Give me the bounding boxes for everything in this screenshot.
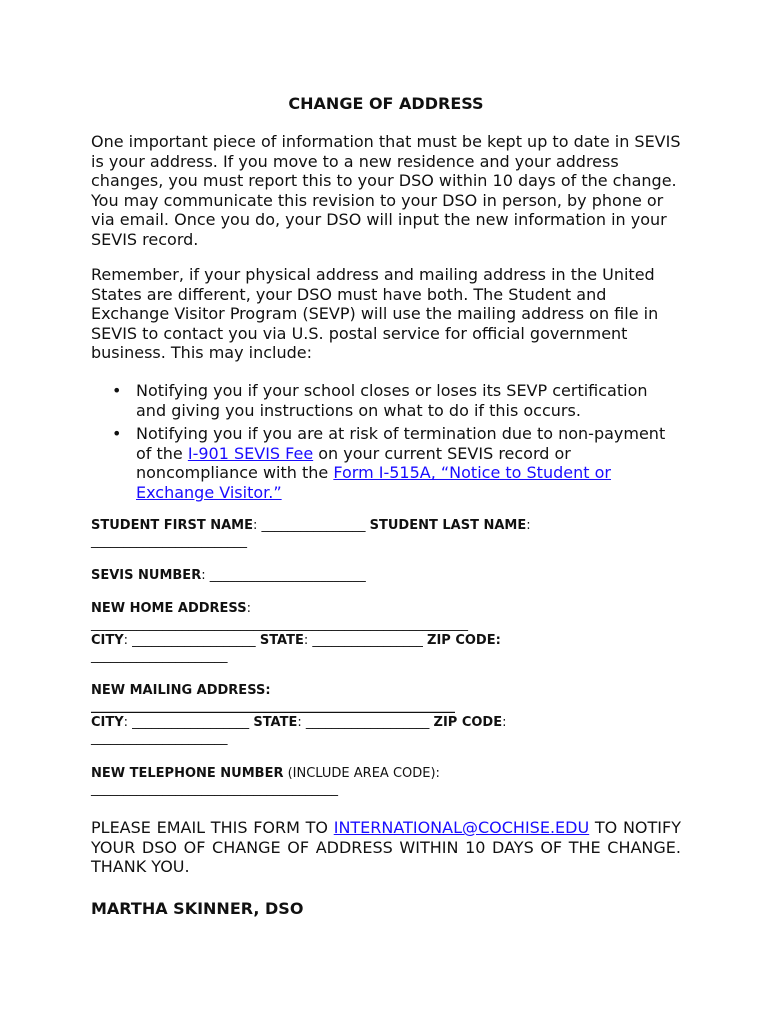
last-name-blank[interactable]: ________________________: [91, 534, 247, 549]
sevis-number-row: [91, 568, 681, 584]
telephone-block: [91, 766, 681, 798]
city-label: CITY: [91, 715, 124, 730]
bullet-text: Notifying you if you are at risk of termination due to non-payment of the: [136, 424, 666, 463]
home-address-colon: :: [246, 601, 251, 616]
closing-text: TO NOTIFY YOUR DSO OF CHANGE OF ADDRESS WITHIN 10 DAYS OF THE CHANGE. THANK YOU.: [91, 818, 681, 877]
i901-sevis-fee-link[interactable]: I-901 SEVIS Fee: [187, 443, 314, 463]
student-name-row: [91, 518, 681, 550]
state-label: STATE: [259, 633, 304, 648]
first-name-blank[interactable]: : ________________: [252, 518, 370, 533]
zip-code-blank[interactable]: _____________________: [91, 731, 228, 746]
state-blank[interactable]: : _________________: [303, 633, 428, 648]
zip-code-label: ZIP CODE:: [427, 633, 501, 648]
mailing-address-block: [91, 683, 681, 747]
mailing-address-label: NEW MAILING ADDRESS:: [91, 683, 271, 698]
list-item: [91, 381, 681, 420]
bullet-text: on your current SEVIS record or noncompliance with the: [136, 443, 571, 483]
zip-code-blank[interactable]: _____________________: [91, 649, 228, 664]
closing-text: PLEASE EMAIL THIS FORM TO: [91, 818, 334, 837]
last-name-label: STUDENT LAST NAME: [369, 518, 527, 533]
city-blank[interactable]: : __________________: [123, 715, 254, 730]
state-label: STATE: [253, 715, 298, 730]
page-title: CHANGE OF ADDRESS: [288, 94, 484, 113]
mailing-paragraph: Remember, if your physical address and mailing address in the United States are different, your DSO must have both. The Student and Exchange Visitor Program (SEVP) will use the mailing address on file in SEVIS to contact you via U.S. postal service for official government business. This may include:: [91, 265, 659, 363]
bullet-text: Notifying you if your school closes or loses its SEVP certification and giving you instructions on what to do if this occurs.: [136, 381, 648, 420]
first-name-label: STUDENT FIRST NAME: [91, 518, 253, 533]
telephone-label: NEW TELEPHONE NUMBER: [91, 766, 284, 781]
home-address-block: [91, 601, 681, 665]
signature: MARTHA SKINNER, DSO: [91, 899, 304, 918]
sevis-number-blank[interactable]: : ________________________: [201, 568, 366, 583]
mailing-address-blank[interactable]: ________________________________________________________: [91, 699, 455, 714]
telephone-blank[interactable]: ______________________________________: [91, 782, 338, 797]
sevis-number-label: SEVIS NUMBER: [91, 568, 202, 583]
telephone-note: (INCLUDE AREA CODE):: [283, 766, 440, 781]
city-blank[interactable]: : ___________________: [123, 633, 260, 648]
bullet-icon: •: [112, 424, 122, 444]
zip-code-colon: :: [502, 715, 507, 730]
email-link[interactable]: INTERNATIONAL@COCHISE.EDU: [333, 818, 590, 837]
zip-code-label: ZIP CODE: [433, 715, 503, 730]
home-address-label: NEW HOME ADDRESS: [91, 601, 247, 616]
closing-instructions: [91, 818, 681, 877]
state-blank[interactable]: : ___________________: [297, 715, 434, 730]
intro-paragraph: One important piece of information that must be kept up to date in SEVIS is your address. If you move to a new residence and your address changes, you must report this to your DSO within 10 days of the change. You may communicate this revision to your DSO in person, by phone or via email. Once you do, your DSO will input the new information in your SEVIS record.: [91, 132, 681, 249]
bullet-icon: •: [112, 381, 122, 400]
city-label: CITY: [91, 633, 124, 648]
home-address-blank[interactable]: __________________________________________________________: [91, 617, 468, 632]
bullet-list: [91, 381, 681, 507]
form-i515a-link[interactable]: Form I-515A, “Notice to Student or Exchange Visitor.”: [136, 463, 611, 502]
list-item: [91, 424, 681, 502]
last-name-colon: :: [526, 518, 531, 533]
